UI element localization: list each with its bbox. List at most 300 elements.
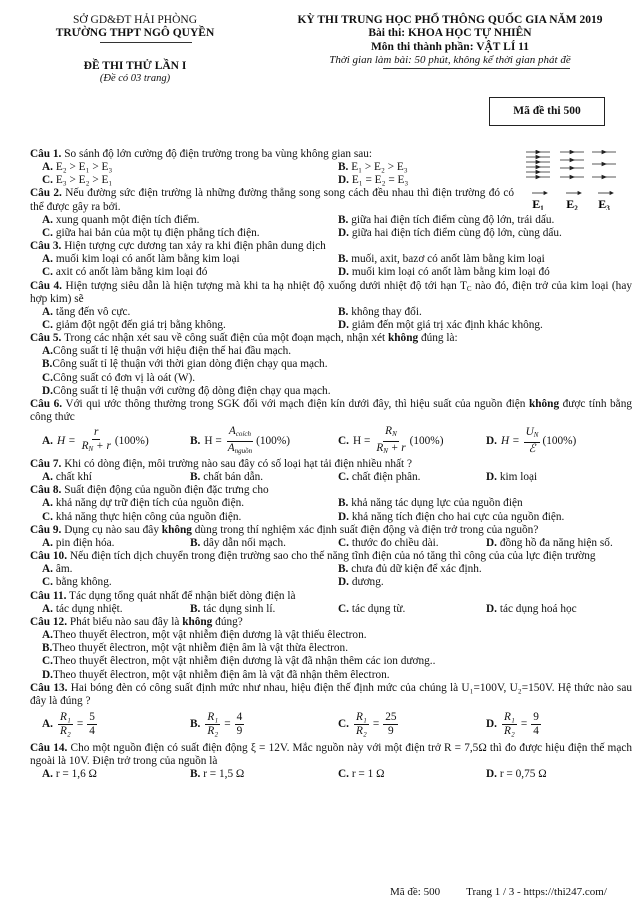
option-text: Theo thuyết êlectron, một vật nhiễm điện âm là vật thừa êlectron. [52, 642, 349, 655]
numerator-text: R [385, 424, 393, 437]
question-text-after: đúng là: [418, 332, 458, 345]
numerator-text: r [94, 426, 99, 439]
ratio-lhs-num: R₁ [207, 711, 219, 724]
question-label: Câu 13. [30, 681, 68, 694]
option-d[interactable] [338, 511, 632, 524]
option-text: giảm đột ngột đến giá trị bằng không. [55, 318, 226, 331]
question-stem [30, 398, 632, 424]
option-key: A. [42, 253, 53, 266]
option-key: A. [42, 434, 53, 447]
question-text: Khi có dòng điện, môi trường nào sau đây có số loại hạt tải điện nhiều nhất ? [64, 458, 413, 471]
option-text: khả năng dự trữ điện tích của nguồn điện. [55, 497, 245, 510]
ratio-lhs-num: R₁ [355, 711, 367, 724]
option-text: r = 1 Ω [351, 768, 385, 781]
question-10 [30, 550, 632, 589]
options-row [30, 227, 632, 240]
option-text: chất bán dẫn. [203, 471, 264, 484]
option-a[interactable] [30, 345, 632, 358]
option-text: giữa hai điện tích điểm cùng độ lớn, trái dấu. [351, 213, 555, 226]
denominator-subscript: N [383, 446, 388, 455]
option-key: A. [42, 628, 53, 641]
option-text: Theo thuyết êlectron, một vật nhiễm điện dương là vật đã nhận thêm các ion dương.. [52, 655, 436, 668]
ratio-rhs [235, 711, 245, 738]
option-key: C. [338, 602, 349, 615]
fraction-denominator [226, 442, 254, 458]
numerator-subscript: N [392, 429, 397, 438]
question-8 [30, 484, 632, 523]
option-a[interactable] [42, 471, 190, 484]
question-label: Câu 3. [30, 240, 62, 253]
question-emphasis: không [387, 332, 419, 345]
option-key: B. [42, 358, 53, 371]
question-text-after: đúng? [212, 615, 243, 628]
option-key: A. [42, 345, 53, 358]
option-key: B. [42, 642, 53, 655]
option-text: giữa hai bản của một tụ điện phẳng tích điện. [55, 226, 260, 239]
option-c[interactable] [42, 576, 338, 589]
question-text-after: được tính bằng công thức [30, 397, 632, 424]
fraction-numerator [524, 426, 541, 443]
option-c[interactable] [338, 425, 486, 458]
option-key: B. [190, 602, 201, 615]
options-row [30, 214, 632, 227]
option-d[interactable] [30, 385, 632, 398]
footer-exam-code: Mã đề: 500 [390, 886, 441, 898]
option-d[interactable] [486, 471, 632, 484]
option-b[interactable] [338, 161, 502, 174]
option-text: bằng không. [55, 576, 112, 589]
option-key: D. [486, 768, 497, 781]
formula-lhs: H = [204, 434, 222, 447]
question-label: Câu 7. [30, 458, 62, 471]
option-key: B. [338, 305, 349, 318]
question-label: Câu 12. [30, 615, 68, 628]
option-a[interactable] [42, 768, 190, 781]
option-key: D. [486, 602, 497, 615]
option-text: Công suất tỉ lệ thuận với hiệu điện thế hai đầu mạch. [52, 345, 292, 358]
denominator-text: R [81, 440, 89, 453]
option-key: A. [42, 602, 53, 615]
question-6 [30, 398, 632, 458]
option-text: E₁ = E₂ = E₃ [351, 174, 409, 187]
option-c[interactable] [30, 655, 632, 668]
option-key: B. [190, 536, 201, 549]
option-text: âm. [55, 563, 73, 576]
option-key: A. [42, 563, 53, 576]
options-row [30, 768, 632, 781]
question-label: Câu 11. [30, 589, 67, 602]
option-key: A. [42, 718, 53, 731]
option-c[interactable] [42, 319, 338, 332]
question-label: Câu 6. [30, 397, 63, 410]
option-d[interactable] [30, 669, 632, 682]
option-key: D. [338, 174, 349, 187]
option-text: khả năng thực hiện công của nguồn điện. [55, 510, 242, 523]
option-b[interactable] [190, 768, 338, 781]
option-key: D. [42, 384, 53, 397]
option-text: chất điện phân. [351, 471, 421, 484]
question-text: Nếu đường sức điện trường là những đường thẳng song song cách đều nhau thì điện trường đó có thể được gây ra bởi. [30, 187, 515, 213]
option-a[interactable] [42, 711, 190, 738]
options-row [30, 253, 632, 266]
subject-name: Môn thi thành phần: VẬT LÍ 11 [370, 40, 530, 53]
option-key: B. [190, 471, 201, 484]
formula-lhs: H = [352, 434, 371, 447]
exam-title: KỲ THI TRUNG HỌC PHỔ THÔNG QUỐC GIA NĂM 2019 [297, 14, 603, 26]
option-text: thước đo chiều dài. [351, 536, 439, 549]
question-text: Suất điện động của nguồn điện đặc trưng cho [64, 484, 269, 497]
options-row [30, 563, 632, 576]
options-row [30, 161, 632, 174]
ratio-rhs-den: 9 [388, 725, 394, 738]
page-footer [390, 886, 607, 899]
option-c[interactable] [338, 711, 486, 738]
formula-tail: (100%) [542, 434, 577, 447]
formula-fraction [524, 426, 541, 456]
option-text: Theo thuyết êlectron, một vật nhiễm điện dương là vật thiếu êlectron. [52, 628, 367, 641]
exam-name: ĐỀ THI THỬ LẦN I [83, 59, 187, 72]
ratio-lhs-den: R₂ [207, 725, 219, 738]
ratio-rhs [87, 711, 97, 738]
formula-fraction [374, 425, 407, 458]
option-a[interactable] [42, 603, 190, 616]
option-text: E₃ > E₂ > E₁ [55, 174, 113, 187]
numerator-subscript: coích [235, 429, 251, 438]
question-emphasis: không [528, 397, 560, 410]
equals-sign: = [372, 718, 380, 731]
option-d[interactable] [338, 174, 502, 187]
formula-lhs: H = [56, 434, 76, 447]
option-a[interactable] [42, 426, 190, 456]
options-row [30, 306, 632, 319]
option-b[interactable] [190, 425, 338, 458]
options-row [30, 603, 632, 616]
option-c[interactable] [338, 768, 486, 781]
question-stem [30, 280, 632, 306]
question-text: Cho một nguồn điện có suất điện động ξ = 12V. Mắc nguồn này với một điện trở R = 7,5Ω thì đo được hiệu điện thế mạch ngoài là 10V. Điện trở trong của nguồn là [30, 741, 632, 768]
option-text: dây dẫn nối mạch. [203, 536, 287, 549]
option-key: A. [42, 305, 53, 318]
denominator-text: R [376, 441, 384, 454]
option-key: C. [42, 371, 53, 384]
question-text: Hai bóng đèn có công suất định mức như nhau, hiệu điện thế định mức của chúng là U₁=100V, U₂=150V. Hệ thức nào sau đây là đúng ? [30, 681, 632, 707]
option-key: C. [338, 434, 349, 447]
question-stem [30, 742, 632, 768]
question-1 [30, 148, 632, 187]
question-stem [30, 240, 632, 253]
department-name: SỞ GD&ĐT HẢI PHÒNG [72, 14, 198, 26]
option-d[interactable] [486, 537, 632, 550]
question-9 [30, 524, 632, 550]
ratio-lhs-den: R₂ [59, 725, 71, 738]
option-text: tác dụng nhiệt. [55, 602, 123, 615]
option-b[interactable] [338, 497, 632, 510]
field-label-e2: E₂ [566, 197, 578, 210]
question-3 [30, 240, 632, 279]
option-key: C. [338, 536, 349, 549]
question-stem [30, 524, 632, 537]
question-stem [30, 682, 632, 708]
option-text: không thay đổi. [351, 305, 422, 318]
ratio-lhs-num: R₁ [503, 711, 515, 724]
option-key: D. [338, 266, 349, 279]
pages-note: (Đề có 03 trang) [99, 72, 171, 84]
ratio-rhs [383, 711, 398, 738]
option-text: tăng đến vô cực. [55, 305, 131, 318]
school-underline [100, 42, 192, 43]
option-d[interactable] [338, 266, 632, 279]
option-key: C. [338, 768, 349, 781]
fraction-numerator [92, 426, 100, 440]
option-key: C. [338, 471, 349, 484]
option-b[interactable] [338, 306, 632, 319]
option-text: giảm đến một giá trị xác định khác không. [351, 318, 543, 331]
option-key: B. [190, 768, 201, 781]
exam-code-box: Mã đề thi 500 [489, 97, 605, 126]
option-key: B. [190, 718, 201, 731]
option-text: đồng hồ đa năng hiện số. [499, 536, 613, 549]
option-c[interactable] [42, 266, 338, 279]
question-stem [30, 484, 632, 497]
option-key: B. [190, 434, 201, 447]
option-text: muối kim loại có anốt làm bằng kim loại đó [351, 266, 550, 279]
option-b[interactable] [338, 563, 632, 576]
question-text-after: nào đó, điện trở của kim loại (hay hợp kim) sẽ [30, 279, 632, 305]
question-text-after: dùng trong thí nghiệm xác định suất điện động và điện trở trong của nguồn? [191, 523, 539, 536]
question-text: Nếu điện tích dịch chuyển trong điện trường sao cho thế năng tĩnh điện của nó tăng thì công của của lực điện trường [69, 550, 596, 563]
option-key: A. [42, 536, 53, 549]
options-row [30, 471, 632, 484]
question-text: Hiện tượng siêu dẫn là hiện tượng mà khi ta hạ nhiệt độ xuống dưới nhiệt độ tới hạn T [65, 279, 467, 292]
option-text: kim loại [499, 471, 538, 484]
question-text: So sánh độ lớn cường độ điện trường trong ba vùng không gian sau: [64, 148, 373, 160]
option-c[interactable] [338, 537, 486, 550]
option-key: C. [42, 266, 53, 279]
option-a[interactable] [42, 253, 338, 266]
ratio-lhs [354, 711, 369, 738]
exam-duration: Thời gian làm bài: 50 phút, không kể thời gian phát đề [329, 53, 571, 66]
options-row [30, 266, 632, 279]
ratio-rhs-den: 4 [89, 725, 95, 738]
question-text-subscript: C [466, 284, 472, 293]
option-b[interactable] [338, 253, 632, 266]
fraction-numerator [383, 425, 399, 442]
options-row [30, 576, 632, 589]
option-text: Công suất có đơn vị là oát (W). [52, 371, 196, 384]
question-text: Với qui ước thông thường trong SGK đối với mạch điện kín dưới đây, thì hiệu suất của nguồn điện [65, 397, 529, 410]
option-text: tác dụng từ. [351, 602, 406, 615]
ratio-rhs-num: 25 [385, 711, 397, 724]
option-b[interactable] [30, 358, 632, 371]
option-b[interactable] [190, 471, 338, 484]
option-text: E₂ > E₁ > E₃ [55, 161, 113, 174]
options-row [30, 174, 632, 187]
question-text: Hiện tượng cực dương tan xảy ra khi điện phân dung dịch [64, 240, 326, 253]
question-text: Tác dụng tổng quát nhất để nhận biết dòng điện là [69, 589, 296, 602]
question-text: Phát biểu nào sau đây là [69, 615, 183, 628]
question-stem [30, 148, 632, 161]
question-2 [30, 187, 632, 240]
subject-group: Bài thi: KHOA HỌC TỰ NHIÊN [368, 27, 532, 40]
option-key: C. [42, 226, 53, 239]
question-stem [30, 616, 632, 629]
option-d[interactable] [486, 426, 632, 456]
option-d[interactable] [338, 319, 632, 332]
option-b[interactable] [190, 711, 338, 738]
option-key: D. [486, 471, 497, 484]
option-key: C. [42, 576, 53, 589]
option-key: A. [42, 471, 53, 484]
option-text: pin điện hóa. [55, 536, 115, 549]
question-text: Dụng cụ nào sau đây [64, 523, 162, 536]
option-text: E₁ > E₂ > E₃ [351, 161, 408, 174]
option-b[interactable] [30, 642, 632, 655]
numerator-subscript: N [533, 431, 539, 440]
ratio-lhs-den: R₂ [355, 725, 367, 738]
option-a[interactable] [42, 161, 338, 174]
denominator-subscript: nguồn [234, 446, 253, 455]
denominator-text: A [227, 441, 235, 454]
option-key: C. [42, 174, 53, 187]
equals-sign: = [224, 718, 231, 731]
option-text: xung quanh một điện tích điểm. [55, 213, 200, 226]
question-emphasis: không [182, 615, 213, 628]
numerator-text: U [525, 426, 534, 439]
option-d[interactable] [338, 227, 632, 240]
option-d[interactable] [486, 711, 632, 738]
formula-tail: (100%) [256, 434, 291, 447]
option-key: B. [338, 497, 349, 510]
option-key: C. [338, 718, 349, 731]
question-label: Câu 2. [30, 187, 62, 200]
option-a[interactable] [42, 306, 338, 319]
formula-lhs: H = [500, 434, 520, 447]
option-c[interactable] [42, 511, 338, 524]
question-label: Câu 1. [30, 148, 62, 160]
question-stem [30, 187, 632, 213]
option-key: D. [338, 318, 349, 331]
question-4 [30, 280, 632, 333]
formula-tail: (100%) [409, 434, 444, 447]
question-11 [30, 590, 632, 616]
option-c[interactable] [338, 603, 486, 616]
question-7 [30, 458, 632, 484]
question-label: Câu 9. [30, 523, 62, 536]
ratio-rhs [531, 711, 541, 738]
header-right [270, 14, 630, 69]
option-d[interactable] [486, 603, 632, 616]
ratio-lhs-num: R₁ [59, 711, 71, 724]
option-text: Theo thuyết êlectron, một vật nhiễm điện âm là vật đã nhận thêm êlectron. [52, 668, 390, 681]
option-key: B. [338, 563, 349, 576]
question-label: Câu 5. [30, 332, 62, 345]
option-text: Công suất tỉ lệ thuận với thời gian dòng điện chạy qua mạch. [52, 358, 328, 371]
option-d[interactable] [338, 576, 632, 589]
formula-tail: (100%) [114, 434, 149, 447]
ratio-rhs-num: 4 [236, 711, 243, 724]
header-left [40, 14, 230, 85]
question-emphasis: không [161, 523, 192, 536]
question-stem [30, 590, 632, 603]
options-row [30, 537, 632, 550]
option-key: C. [42, 510, 53, 523]
fraction-denominator [374, 442, 407, 458]
option-a[interactable] [30, 629, 632, 642]
option-a[interactable] [42, 563, 338, 576]
option-key: D. [42, 668, 53, 681]
denominator-text: ℰ [528, 443, 536, 456]
option-b[interactable] [338, 214, 632, 227]
question-text: Trong các nhận xét sau về công suất điện của một đoạn mạch, nhận xét [64, 332, 388, 345]
field-label-e1: E₁ [532, 197, 544, 210]
footer-page-info: Trang 1 / 3 - https://thi247.com/ [466, 886, 607, 898]
option-key: D. [486, 536, 497, 549]
duration-underline [383, 68, 570, 69]
option-key: B. [338, 161, 349, 174]
option-key: A. [42, 213, 53, 226]
ratio-rhs-den: 4 [533, 725, 539, 738]
denominator-subscript: N [88, 445, 94, 454]
option-key: A. [42, 768, 53, 781]
equals-sign: = [520, 718, 528, 731]
numerator-text: A [228, 424, 236, 437]
option-a[interactable] [42, 497, 338, 510]
ratio-rhs-den: 9 [236, 725, 243, 738]
option-text: r = 0,75 Ω [499, 768, 547, 781]
options-row [30, 511, 632, 524]
denominator-tail: + r [387, 441, 406, 454]
option-text: r = 1,6 Ω [55, 768, 97, 781]
denominator-tail: + r [93, 440, 111, 453]
formula-fraction [80, 426, 113, 456]
option-c[interactable] [42, 227, 338, 240]
option-b[interactable] [190, 603, 338, 616]
option-c[interactable] [42, 174, 338, 187]
option-text: chưa đủ dữ kiện để xác định. [351, 563, 482, 576]
question-label: Câu 4. [30, 279, 62, 292]
option-text: giữa hai điện tích điểm cùng độ lớn, cùng dấu. [351, 226, 562, 239]
ratio-lhs [205, 711, 220, 738]
option-b[interactable] [190, 537, 338, 550]
field-label-e3: E₃ [598, 197, 610, 210]
question-stem [30, 458, 632, 471]
option-a[interactable] [42, 537, 190, 550]
option-key: A. [42, 497, 53, 510]
option-text: tác dụng sinh lí. [203, 602, 276, 615]
formula-fraction [226, 425, 254, 458]
option-a[interactable] [42, 214, 338, 227]
option-key: C. [42, 655, 53, 668]
option-key: B. [338, 253, 349, 266]
option-c[interactable] [338, 471, 486, 484]
equals-sign: = [76, 718, 84, 731]
option-text: r = 1,5 Ω [203, 768, 245, 781]
question-label: Câu 14. [30, 741, 68, 754]
question-label: Câu 8. [30, 484, 62, 497]
option-key: D. [338, 510, 349, 523]
question-stem [30, 550, 632, 563]
option-key: D. [486, 434, 497, 447]
question-stem [30, 332, 632, 345]
fraction-numerator [227, 425, 253, 442]
option-c[interactable] [30, 372, 632, 385]
exam-body [30, 148, 632, 781]
option-d[interactable] [486, 768, 632, 781]
option-text: tác dụng hoá học [499, 602, 577, 615]
option-key: B. [338, 213, 349, 226]
ratio-lhs-den: R₂ [503, 725, 515, 738]
option-key: C. [42, 318, 53, 331]
